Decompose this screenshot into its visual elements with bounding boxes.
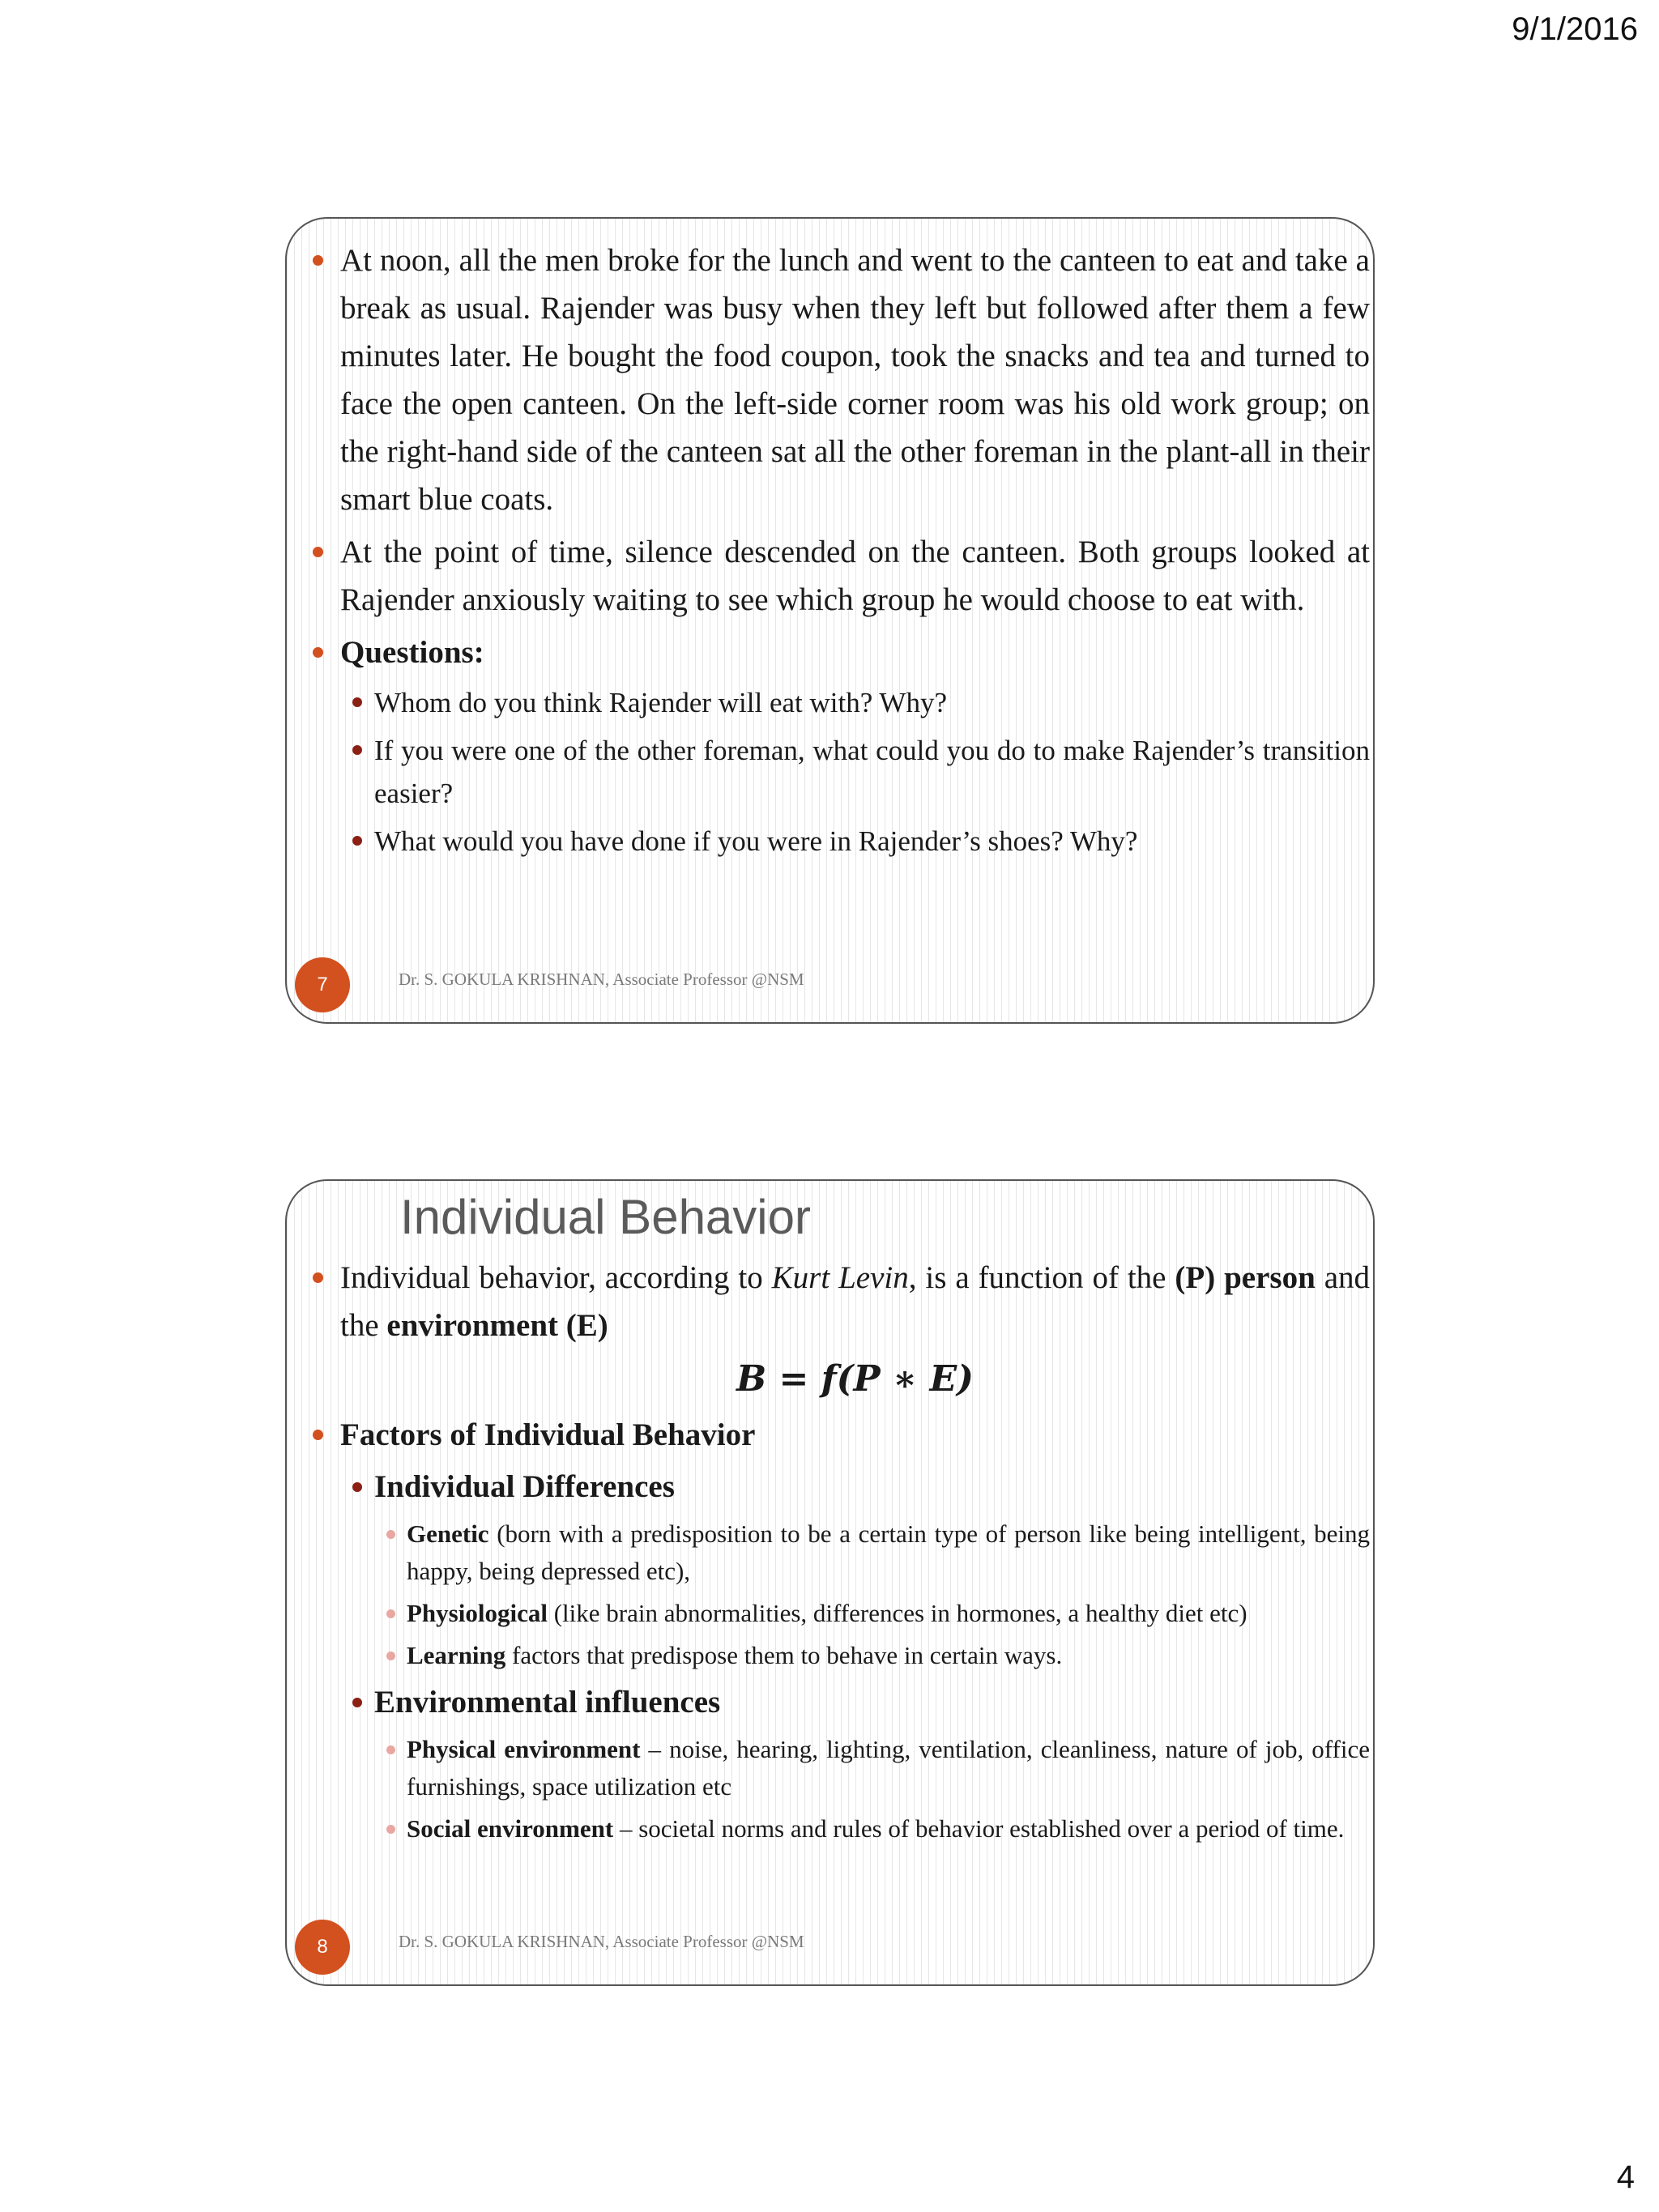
individual-differences-heading: Individual Differences <box>374 1464 1370 1511</box>
slide-footer: Dr. S. GOKULA KRISHNAN, Associate Professor @NSM <box>399 1932 804 1951</box>
question-item: What would you have done if you were in Rajender’s shoes? Why? <box>374 820 1370 863</box>
slide-8 <box>285 1179 1375 1986</box>
questions-heading: Questions: <box>340 629 1370 676</box>
levin-definition: Individual behavior, according to Kurt Levin, is a function of the (P) person and the environment (E) <box>340 1254 1370 1349</box>
slide-title: Individual Behavior <box>400 1190 811 1244</box>
slide-8-content <box>340 1254 1370 1852</box>
author-name: Kurt Levin <box>771 1260 909 1295</box>
genetic-item: Genetic (born with a predisposition to be a certain type of person like being intelligent, being happy, being depressed etc), <box>407 1515 1370 1590</box>
slide-7-content <box>340 237 1370 867</box>
slide-number-badge: 8 <box>295 1920 350 1975</box>
behavior-formula: B = f(P ∗ E) <box>736 1358 974 1400</box>
slide-footer: Dr. S. GOKULA KRISHNAN, Associate Professor @NSM <box>399 970 804 989</box>
case-paragraph-1: At noon, all the men broke for the lunch and went to the canteen to eat and take a break as usual. Rajender was busy when they left but followed after them a few minutes later. He bought the food coupon, took the snacks and tea and turned to face the open canteen. On the left-side corner room was his old work group; on the right-hand side of the canteen sat all the other foreman in the plant-all in their smart blue coats. <box>340 237 1370 523</box>
question-item: If you were one of the other foreman, what could you do to make Rajender’s transition easier? <box>374 729 1370 815</box>
person-term: (P) person <box>1175 1260 1316 1295</box>
case-paragraph-2: At the point of time, silence descended on the canteen. Both groups looked at Rajender anxiously waiting to see which group he would choose to eat with. <box>340 528 1370 624</box>
physiological-item: Physiological (like brain abnormalities, differences in hormones, a healthy diet etc) <box>407 1595 1370 1632</box>
slide-number-badge: 7 <box>295 957 350 1012</box>
question-item: Whom do you think Rajender will eat with? Why? <box>374 681 1370 724</box>
slide-7 <box>285 217 1375 1024</box>
environmental-influences-heading: Environmental influences <box>374 1679 1370 1726</box>
learning-item: Learning factors that predispose them to behave in certain ways. <box>407 1637 1370 1674</box>
page-number: 4 <box>1616 2159 1635 2195</box>
environment-term: environment (E) <box>386 1308 608 1343</box>
factors-heading: Factors of Individual Behavior <box>340 1411 1370 1459</box>
social-environment-item: Social environment – societal norms and rules of behavior established over a period of time. <box>407 1810 1370 1848</box>
physical-environment-item: Physical environment – noise, hearing, lighting, ventilation, cleanliness, nature of job, office furnishings, space utilization etc <box>407 1731 1370 1805</box>
page-date: 9/1/2016 <box>1512 11 1638 47</box>
